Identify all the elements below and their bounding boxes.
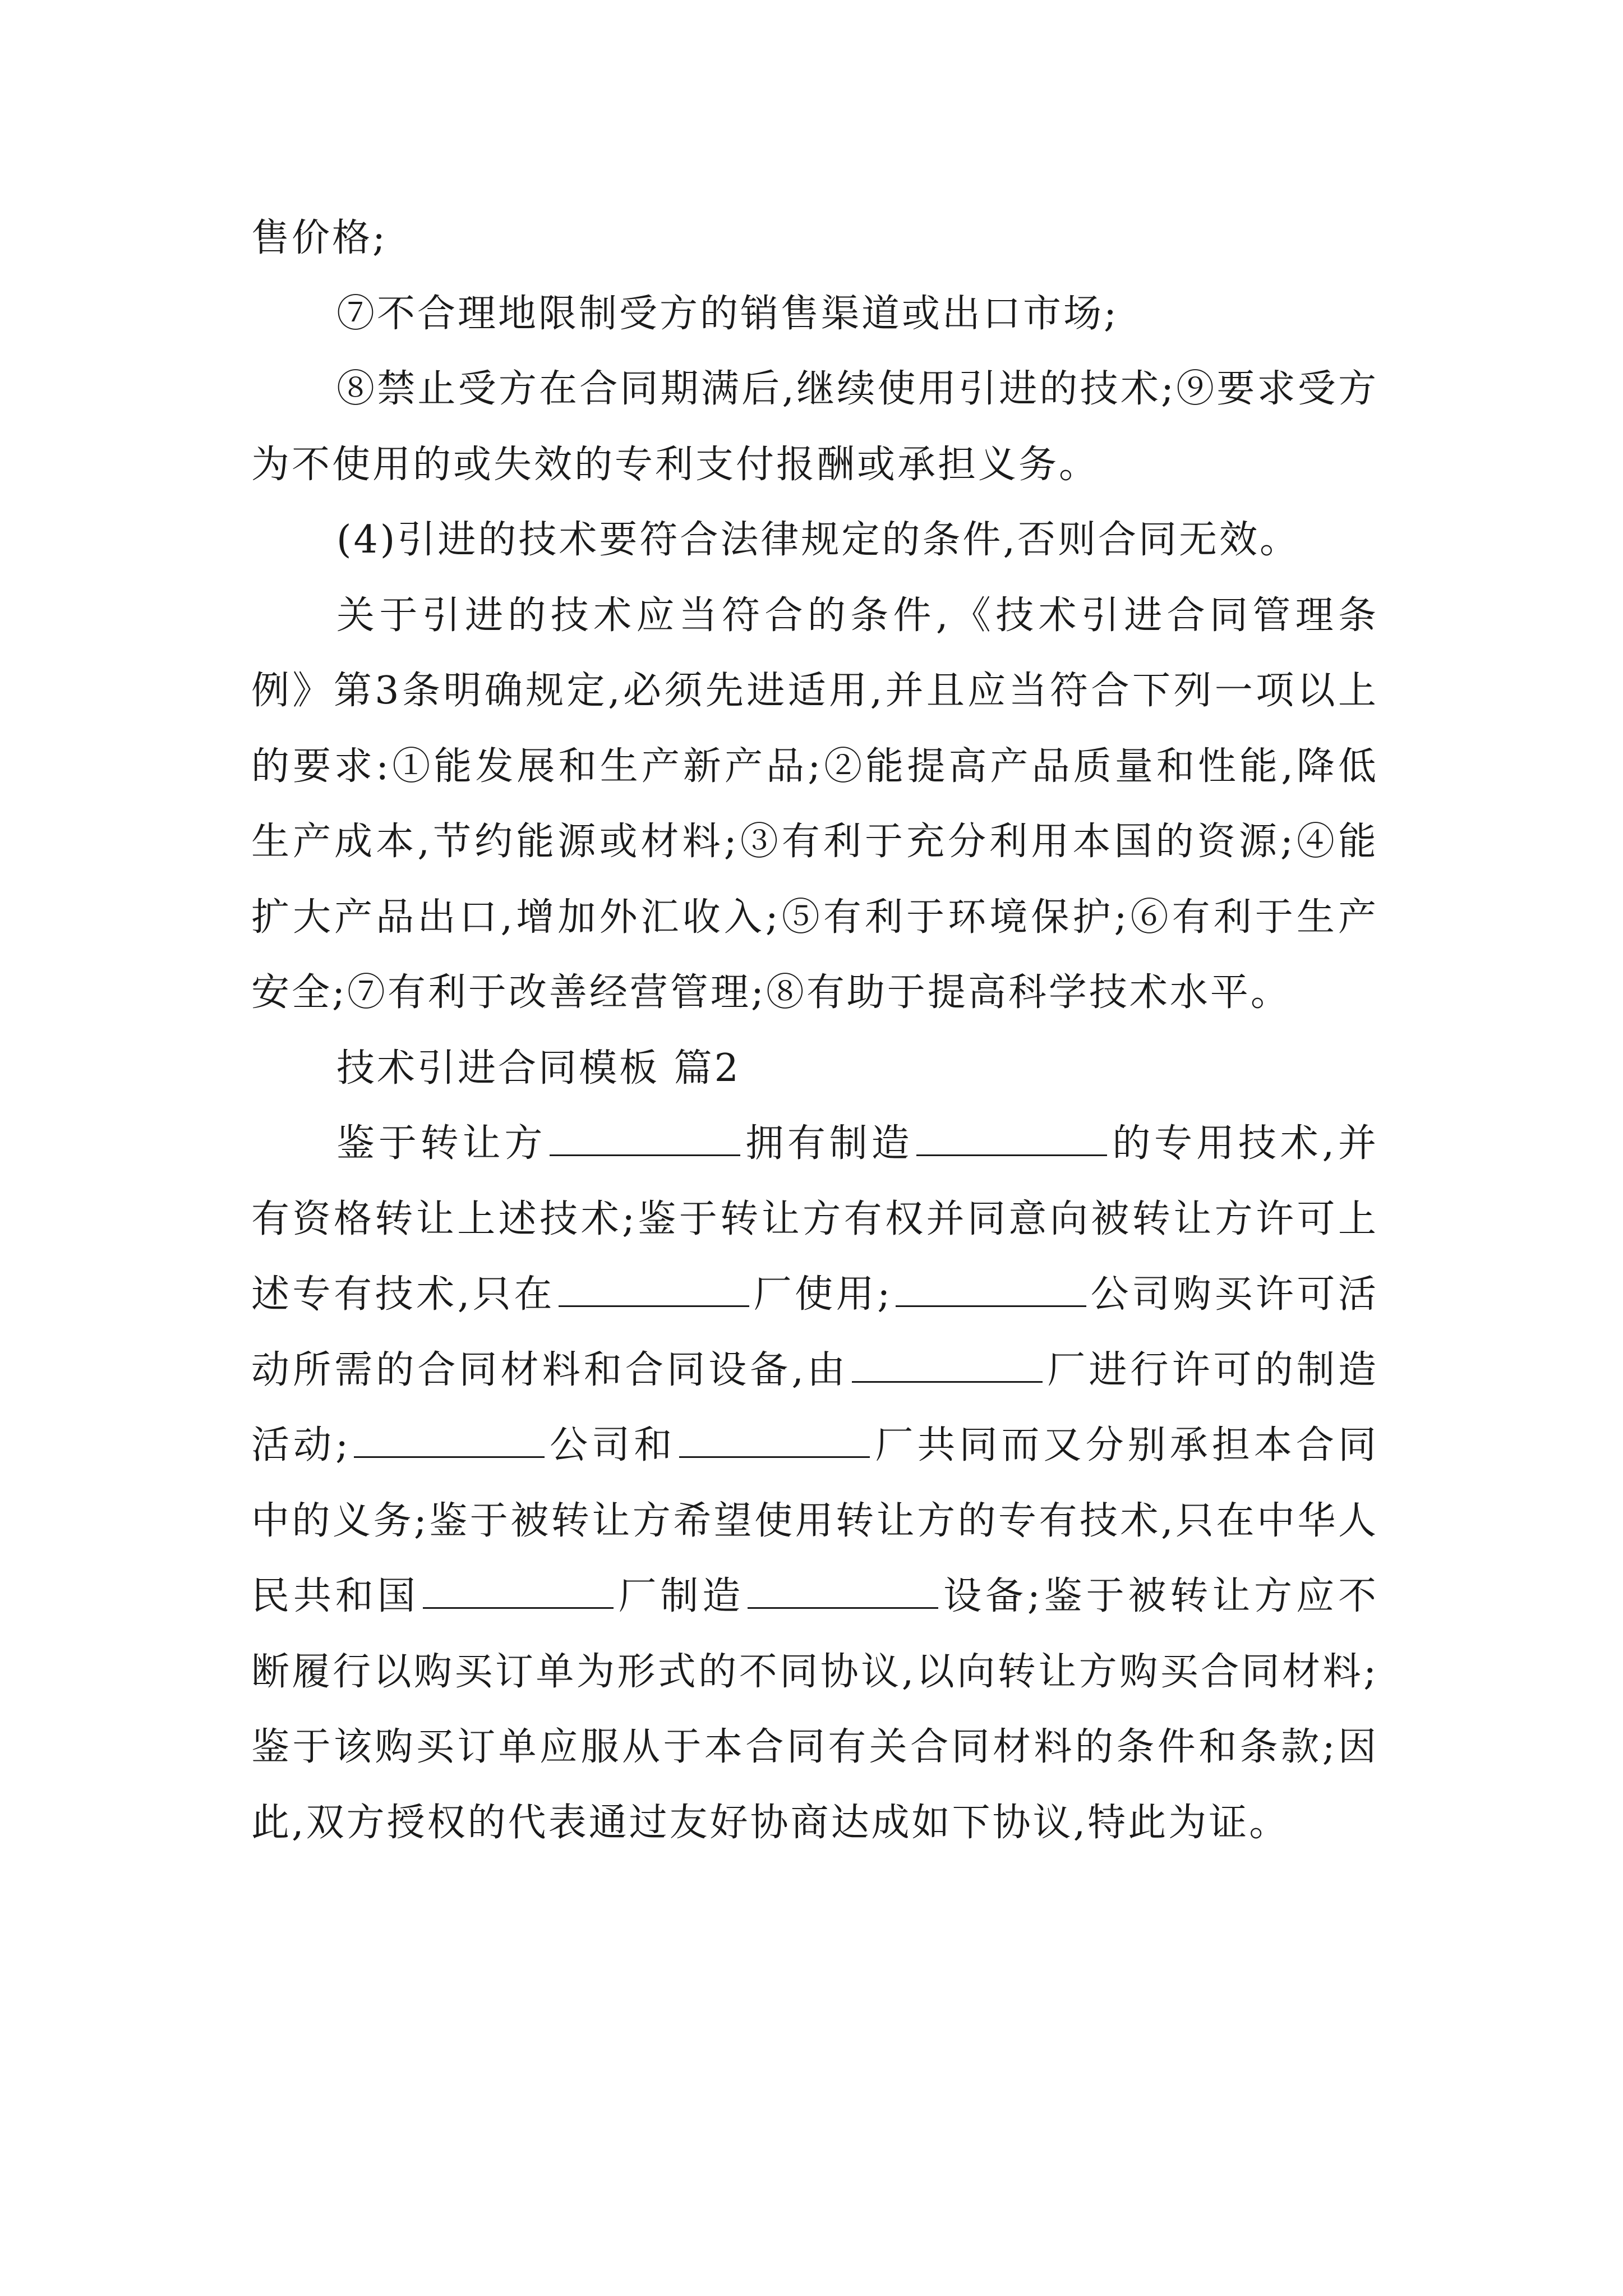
paragraph-item-7: ⑦不合理地限制受方的销售渠道或出口市场; [336,291,1119,336]
recital-segment: 鉴于转让方 [336,1121,547,1166]
blank-line [916,1120,1107,1156]
recital-segment: 厂进行许可的制造活动; [251,1347,1378,1467]
document-body [251,201,1378,1861]
paragraph-requirements: 关于引进的技术应当符合的条件,《技术引进合同管理条例》第3条明确规定,必须先进适用,并且应当符合下列一项以上的要求:①能发展和生产新产品;②能提高产品质量和性能,降低生产成本,节约能源或材料;③有利于充分利用本国的资源;④能扩大产品出口,增加外汇收入;⑤有利于环境保护;⑥有利于生产安全;⑦有利于改善经营管理;⑧有助于提高科学技术水平。 [251,593,1379,1015]
recital-segment: 设备;鉴于被转让方应不断履行以购买订单为形式的不同协议,以向转让方购买合同材料;鉴于该购买订单应服从于本合同有关合同材料的条件和条款;因此,双方授权的代表通过友好协商达成如下协议,特此为证。 [251,1574,1378,1845]
blank-line [354,1421,545,1458]
blank-line [679,1421,870,1458]
blank-line [550,1120,740,1156]
section-heading: 技术引进合同模板 篇2 [336,1046,741,1091]
blank-line [896,1271,1086,1307]
recital-segment: 公司和 [548,1423,676,1467]
paragraph-recitals [251,1106,1378,1861]
paragraph-item-8-9: ⑧禁止受方在合同期满后,继续使用引进的技术;⑨要求受方为不使用的或失效的专利支付报酬或承担义务。 [251,367,1378,487]
blank-line [559,1271,749,1307]
blank-line [852,1346,1043,1383]
recital-segment: 厂共同而又分别承担本合同中的义务;鉴于被转让方希望使用转让方的专有技术,只在中华人民共和国 [251,1423,1378,1618]
recital-segment: 公司购买许可活动所需的合同材料和合同设备,由 [251,1272,1378,1392]
blank-line [748,1572,938,1609]
recital-segment: 厂使用; [753,1272,893,1317]
blank-line [423,1572,614,1609]
recital-segment: 厂制造 [616,1574,745,1618]
recital-segment: 拥有制造 [744,1121,914,1166]
paragraph-condition-4: (4)引进的技术要符合法律规定的条件,否则合同无效。 [336,518,1300,562]
recital-segment: 的专用技术,并有资格转让上述技术;鉴于转让方有权并同意向被转让方许可上述专有技术,只在 [251,1121,1378,1317]
paragraph-continuation: 售价格; [251,216,388,260]
